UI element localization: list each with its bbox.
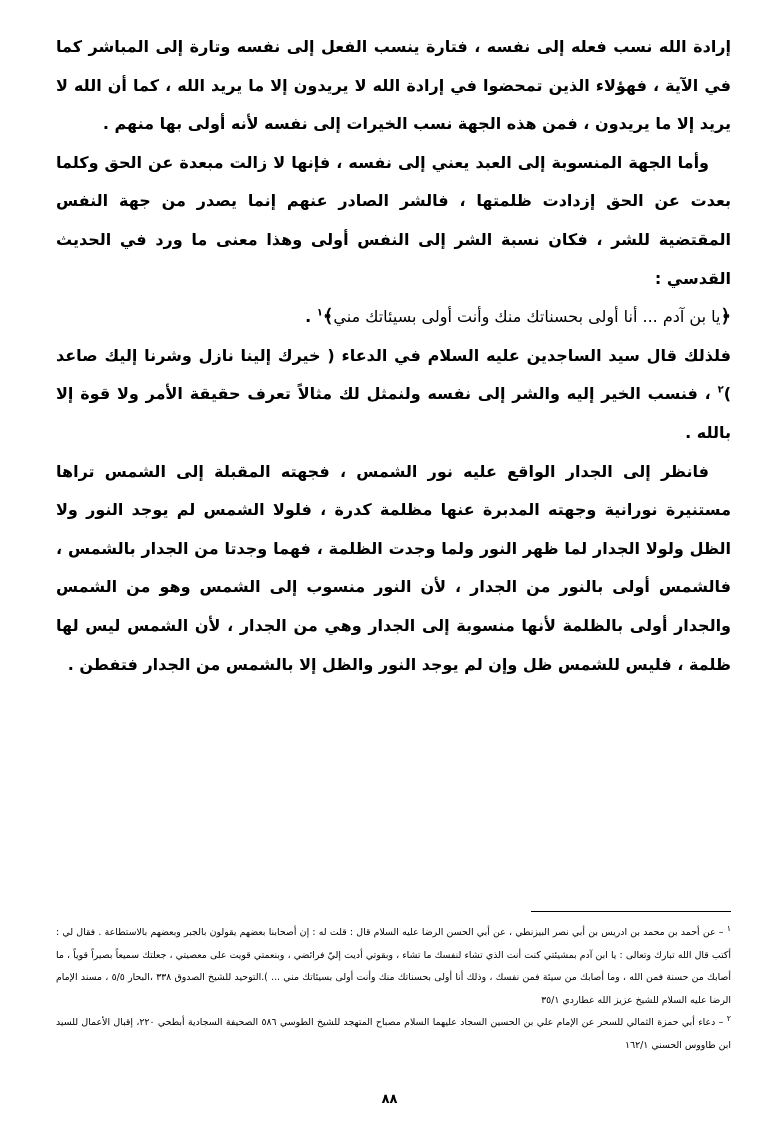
paragraph-3-start: فلذلك قال سيد الساجدين عليه السلام في الدعاء ( خيرك إلينا نازل وشرنا إليك صاعد ) — [56, 345, 731, 404]
page-number: ٨٨ — [381, 1092, 398, 1107]
hadith-quote — [56, 298, 731, 337]
footnotes-block — [56, 922, 731, 1057]
footnote-2-text: – دعاء أبي حمزة الثمالي للسحر عن الإمام علي بن الحسين السجاد عليهما السلام مصباح المتهجد للشيخ الطوسي ٥٨٦ الصحيفة السجادية أبطحي ٢٢٠، إقبال الأعمال للسيد ابن طاووس الحسني ١٦٢/١ — [56, 1017, 731, 1051]
footnote-2-marker: ٢ — [726, 1013, 731, 1023]
paragraph-3-end: ، فنسب الخير إليه والشر إلى نفسه ولنمثل لك مثالاً تعرف حقيقة الأمر ولا قوة إلا بالله . — [56, 384, 731, 442]
quote-end-period: . — [305, 307, 312, 327]
footnote-ref-2: ٢ — [717, 385, 724, 397]
paragraph-3 — [56, 337, 731, 453]
footnote-1-text: – عن أحمد بن محمد بن ادريس بن أبي نصر البيزنطي ، عن أبي الحسن الرضا عليه السلام قال : قلت له : إن أصحابنا بعضهم يقولون بالجبر وبعضهم بالاستطاعة . فقال لي : أكتب قال الله تبارك وتعالى : يا ابن آدم بمشيئتي كنت أنت الذي تشاء لنفسك ما تشاء ، وبقوتي أديت إليّ فرائضي ، وبنعمتي قويت على معصيتي ، جعلتك سميعاً بصيراً قوياً ، ما أصابك من حسنة فمن الله ، وما أصابك من سيئة فمن نفسك ، وذلك أنا أولى بحسناتك منك وأنت أولى بسيئاتك مني ... ).التوحيد للشيخ الصدوق ٣٣٨ ،البحار ٥/٥ ، مسند الإمام الرضا عليه السلام للشيخ عزيز الله عطاردي ٣٥/١ — [56, 927, 731, 1006]
footnote-separator — [531, 911, 731, 912]
quote-open-bracket: ﴿ — [720, 306, 731, 328]
footnote-1 — [56, 922, 731, 1012]
footnote-1-marker: ١ — [726, 923, 732, 933]
main-text-block — [56, 28, 731, 684]
paragraph-4: فانظر إلى الجدار الواقع عليه نور الشمس ، فجهته المقبلة إلى الشمس تراها مستنيرة نورانية وجهته المدبرة عنها مظلمة كدرة ، فلولا الشمس لم يوجد النور ولا الظل ولولا الجدار لما ظهر النور ولما وجدت الظلمة ، فهما وجدتا من الجدار بالشمس ، فالشمس أولى بالنور من الجدار ، لأن النور منسوب إلى الشمس وهو من الشمس والجدار أولى بالظلمة لأنها منسوبة إلى الجدار وهي من الجدار ، لأن الشمس ليس لها ظلمة ، فليس للشمس ظل وإن لم يوجد النور والظل إلا بالشمس من الجدار فتفطن . — [56, 461, 731, 674]
footnote-2 — [56, 1012, 731, 1057]
quote-close-bracket: ﴾ — [322, 306, 334, 328]
paragraph-1: إرادة الله نسب فعله إلى نفسه ، فتارة ينسب الفعل إلى نفسه وتارة إلى المباشر كما في الآية ، فهؤلاء الذين تمحضوا في إرادة الله لا يريدون إلا ما يريد الله ، كما أن الله لا يريد إلا ما يريدون ، فمن هذه الجهة نسب الخيرات إلى نفسه لأنه أولى بها منهم . — [56, 37, 731, 134]
quote-text: يا بن آدم ... أنا أولى بحسناتك منك وأنت أولى بسيئاتك مني — [333, 307, 721, 327]
footnote-ref-1: ١ — [316, 307, 323, 319]
paragraph-2: وأما الجهة المنسوبة إلى العبد يعني إلى نفسه ، فإنها لا زالت مبعدة عن الحق وكلما بعدت عن الحق إزدادت ظلمتها ، فالشر الصادر عنهم إنما يصدر من جهة النفس المقتضية للشر ، فكان نسبة الشر إلى النفس أولى وهذا معنى ما ورد في الحديث القدسي : — [56, 152, 731, 288]
